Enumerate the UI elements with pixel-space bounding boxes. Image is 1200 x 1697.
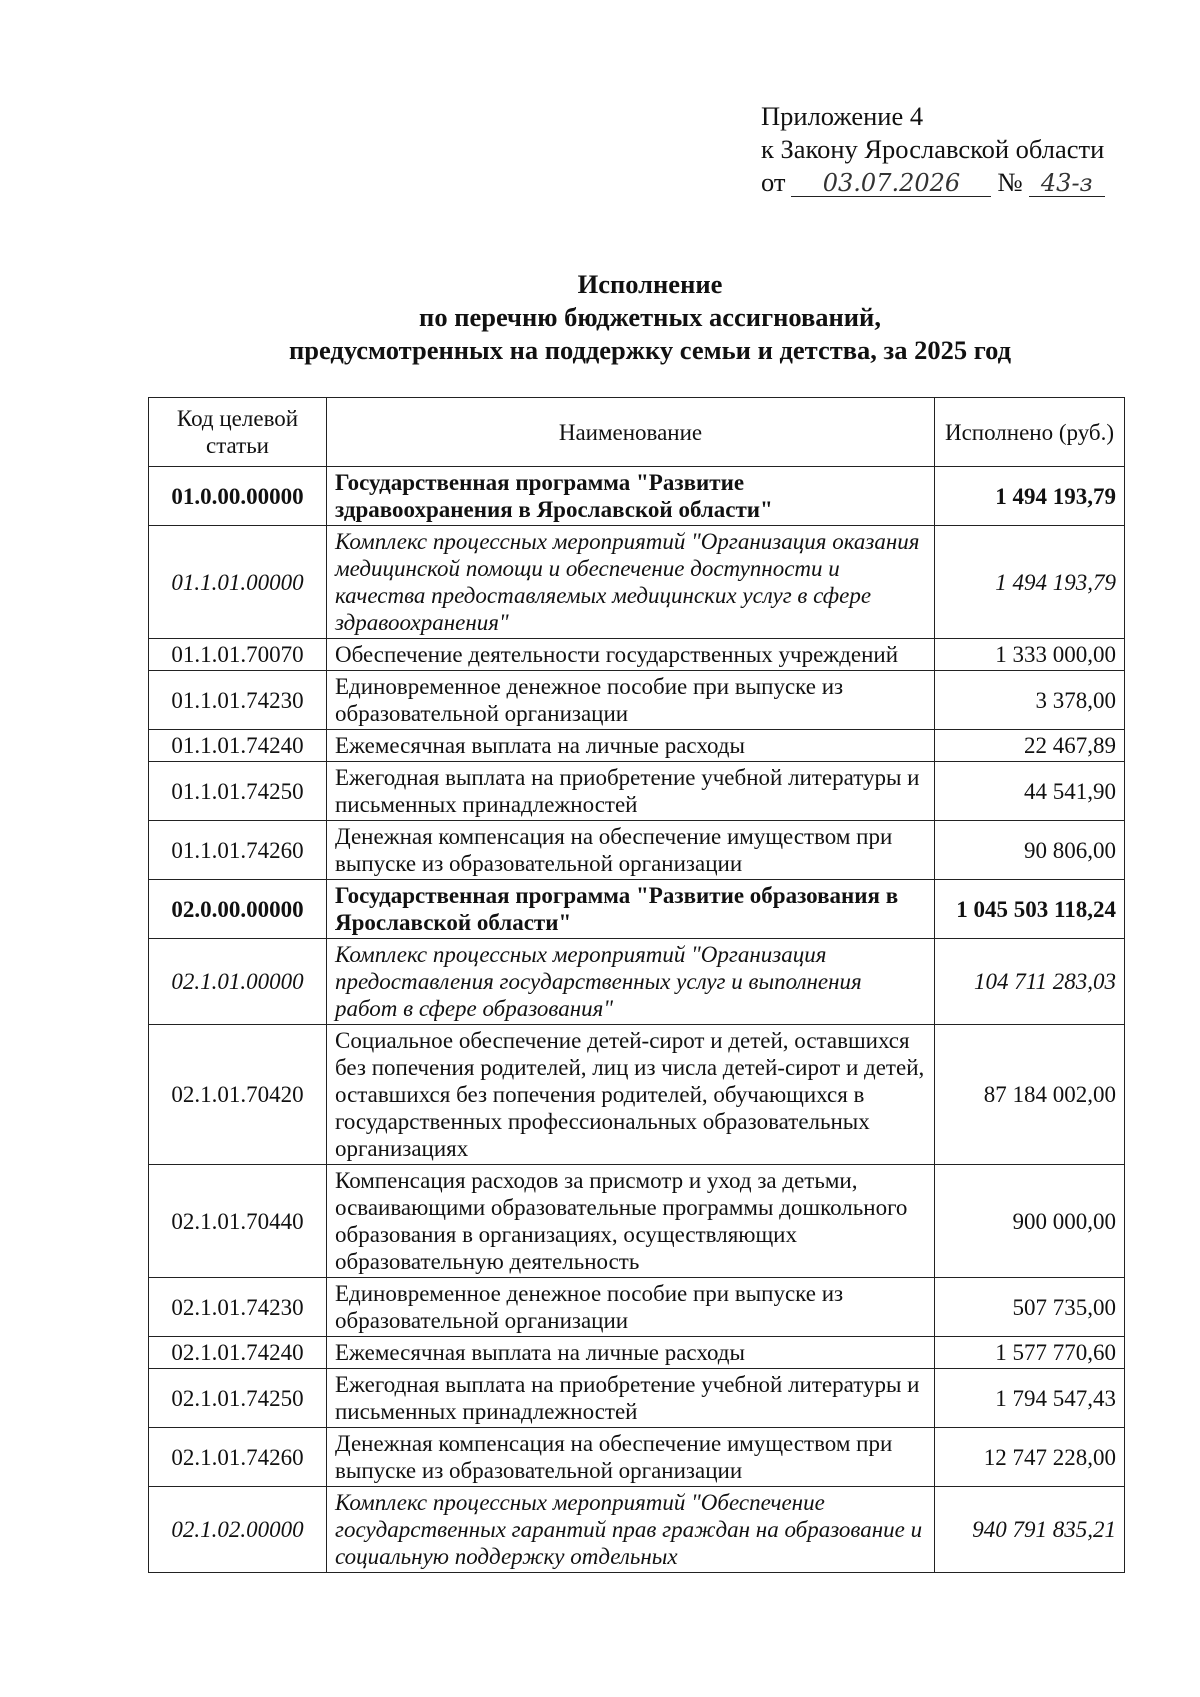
- table-row: [149, 1025, 1125, 1165]
- amount-cell: 3 378,00: [935, 671, 1125, 730]
- name-cell: Денежная компенсация на обеспечение имуществом при выпуске из образовательной организации: [327, 1428, 935, 1487]
- amount-cell: 90 806,00: [935, 821, 1125, 880]
- name-cell: Денежная компенсация на обеспечение имуществом при выпуске из образовательной организации: [327, 821, 935, 880]
- law-reference: к Закону Ярославской области: [761, 134, 1105, 164]
- handwritten-number: 43-з: [1029, 171, 1105, 197]
- code-cell: 01.1.01.74230: [149, 671, 327, 730]
- name-cell: Единовременное денежное пособие при выпуске из образовательной организации: [327, 671, 935, 730]
- name-cell: Комплекс процессных мероприятий "Организация предоставления государственных услуг и выполнения работ в сфере образования": [327, 939, 935, 1025]
- appendix-label: Приложение 4: [761, 101, 924, 131]
- table-row: [149, 1165, 1125, 1278]
- amount-cell: 507 735,00: [935, 1278, 1125, 1337]
- name-cell: Комплекс процессных мероприятий "Обеспечение государственных гарантий прав граждан на образование и социальную поддержку отдельных: [327, 1487, 935, 1573]
- title-line-1: Исполнение: [577, 269, 723, 299]
- amount-cell: 1 577 770,60: [935, 1337, 1125, 1369]
- header-name: Наименование: [327, 398, 935, 467]
- table-row: [149, 730, 1125, 762]
- code-cell: 02.1.01.74240: [149, 1337, 327, 1369]
- amount-cell: 1 494 193,79: [935, 467, 1125, 526]
- name-cell: Государственная программа "Развитие образования в Ярославской области": [327, 880, 935, 939]
- code-cell: 01.1.01.74260: [149, 821, 327, 880]
- amount-cell: 44 541,90: [935, 762, 1125, 821]
- code-cell: 02.0.00.00000: [149, 880, 327, 939]
- table-row: [149, 880, 1125, 939]
- code-cell: 01.1.01.74250: [149, 762, 327, 821]
- code-cell: 01.1.01.00000: [149, 526, 327, 639]
- name-cell: Ежемесячная выплата на личные расходы: [327, 730, 935, 762]
- name-cell: Ежегодная выплата на приобретение учебной литературы и письменных принадлежностей: [327, 762, 935, 821]
- title-line-3: предусмотренных на поддержку семьи и детства, за 2025 год: [289, 335, 1011, 365]
- table-body: [149, 467, 1125, 1573]
- table-row: [149, 467, 1125, 526]
- table-row: [149, 671, 1125, 730]
- code-cell: 02.1.01.70420: [149, 1025, 327, 1165]
- number-sign: №: [997, 167, 1023, 197]
- code-cell: 02.1.01.70440: [149, 1165, 327, 1278]
- code-cell: 01.1.01.70070: [149, 639, 327, 671]
- title-line-2: по перечню бюджетных ассигнований,: [419, 302, 881, 332]
- amount-cell: 12 747 228,00: [935, 1428, 1125, 1487]
- table-row: [149, 762, 1125, 821]
- code-cell: 02.1.01.74230: [149, 1278, 327, 1337]
- header-amount: Исполнено (руб.): [935, 398, 1125, 467]
- table-header-row: [149, 398, 1125, 467]
- amount-cell: 1 045 503 118,24: [935, 880, 1125, 939]
- amount-cell: 900 000,00: [935, 1165, 1125, 1278]
- amount-cell: 1 794 547,43: [935, 1369, 1125, 1428]
- name-cell: Социальное обеспечение детей-сирот и детей, оставшихся без попечения родителей, лиц из числа детей-сирот и детей, оставшихся без попечения родителей, обучающихся в государственных профессиональных образовательных организациях: [327, 1025, 935, 1165]
- table-row: [149, 639, 1125, 671]
- amount-cell: 1 333 000,00: [935, 639, 1125, 671]
- budget-table: [148, 397, 1125, 1573]
- code-cell: 02.1.01.00000: [149, 939, 327, 1025]
- date-prefix: от: [761, 167, 786, 197]
- amount-cell: 940 791 835,21: [935, 1487, 1125, 1573]
- name-cell: Государственная программа "Развитие здравоохранения в Ярославской области": [327, 467, 935, 526]
- approval-block: [761, 100, 1105, 199]
- table-row: [149, 526, 1125, 639]
- code-cell: 02.1.01.74260: [149, 1428, 327, 1487]
- table-row: [149, 1428, 1125, 1487]
- amount-cell: 1 494 193,79: [935, 526, 1125, 639]
- document-title: [150, 268, 1150, 367]
- table-row: [149, 1278, 1125, 1337]
- table-row: [149, 1487, 1125, 1573]
- header-code: Код целевой статьи: [149, 398, 327, 467]
- code-cell: 01.0.00.00000: [149, 467, 327, 526]
- handwritten-date: 03.07.2026: [791, 171, 991, 197]
- table-row: [149, 821, 1125, 880]
- amount-cell: 22 467,89: [935, 730, 1125, 762]
- name-cell: Обеспечение деятельности государственных учреждений: [327, 639, 935, 671]
- amount-cell: 87 184 002,00: [935, 1025, 1125, 1165]
- table-row: [149, 939, 1125, 1025]
- name-cell: Ежемесячная выплата на личные расходы: [327, 1337, 935, 1369]
- name-cell: Единовременное денежное пособие при выпуске из образовательной организации: [327, 1278, 935, 1337]
- table-row: [149, 1337, 1125, 1369]
- code-cell: 02.1.02.00000: [149, 1487, 327, 1573]
- name-cell: Компенсация расходов за присмотр и уход за детьми, осваивающими образовательные программы дошкольного образования в организациях, осуществляющих образовательную деятельность: [327, 1165, 935, 1278]
- code-cell: 01.1.01.74240: [149, 730, 327, 762]
- date-number-line: [761, 166, 1105, 199]
- name-cell: Ежегодная выплата на приобретение учебной литературы и письменных принадлежностей: [327, 1369, 935, 1428]
- code-cell: 02.1.01.74250: [149, 1369, 327, 1428]
- name-cell: Комплекс процессных мероприятий "Организация оказания медицинской помощи и обеспечение доступности и качества предоставляемых медицинских услуг в сфере здравоохранения": [327, 526, 935, 639]
- table-row: [149, 1369, 1125, 1428]
- amount-cell: 104 711 283,03: [935, 939, 1125, 1025]
